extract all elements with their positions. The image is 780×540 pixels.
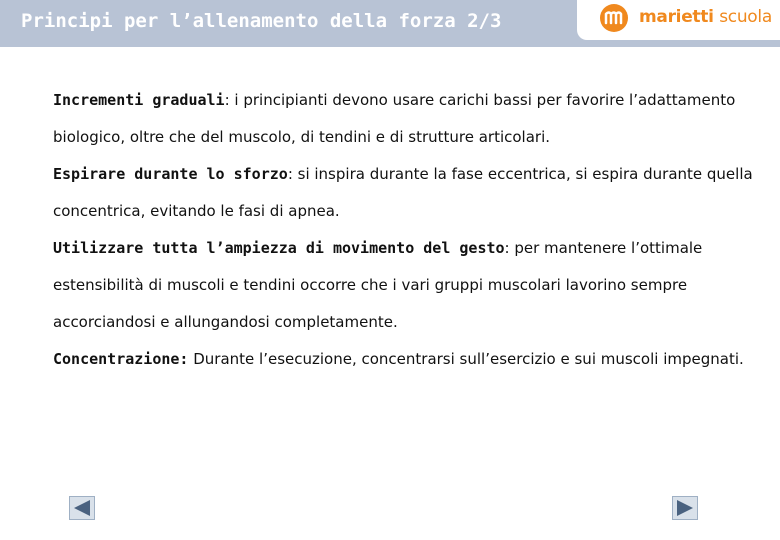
triangle-left-icon: [73, 500, 91, 516]
paragraph-lead: Concentrazione:: [53, 350, 189, 368]
slide-body: [53, 82, 753, 378]
paragraph-lead: Incrementi graduali: [53, 91, 225, 109]
paragraph-lead: Espirare durante lo sforzo: [53, 165, 288, 183]
publisher-logo: [577, 0, 780, 40]
triangle-right-icon: [676, 500, 694, 516]
previous-slide-button[interactable]: [69, 496, 95, 520]
marietti-logo-icon: [599, 3, 631, 33]
slide-title: Principi per l’allenamento della forza 2/3: [21, 10, 502, 32]
paragraph-concentrazione: [53, 341, 753, 378]
next-slide-button[interactable]: [672, 496, 698, 520]
header-bar: [0, 0, 780, 47]
paragraph-ampiezza: [53, 230, 753, 341]
paragraph-text: : si inspira durante la fase eccentrica, si espira durante quella concentrica, evitando le fasi di apnea.: [53, 165, 753, 220]
paragraph-text: Durante l’esecuzione, concentrarsi sull’esercizio e sui muscoli impegnati.: [188, 350, 744, 368]
paragraph-text: : per mantenere l’ottimale estensibilità di muscoli e tendini occorre che i vari gruppi muscolari lavorino sempre accorciandosi e allungandosi completamente.: [53, 239, 703, 331]
logo-wordmark: [639, 7, 772, 27]
paragraph-espirare: [53, 156, 753, 230]
logo-product: scuola: [719, 7, 772, 27]
paragraph-incrementi: [53, 82, 753, 156]
logo-brand: marietti: [639, 7, 714, 27]
paragraph-text: : i principianti devono usare carichi bassi per favorire l’adattamento biologico, oltre che del muscolo, di tendini e di strutture articolari.: [53, 91, 736, 146]
paragraph-lead: Utilizzare tutta l’ampiezza di movimento del gesto: [53, 239, 505, 257]
